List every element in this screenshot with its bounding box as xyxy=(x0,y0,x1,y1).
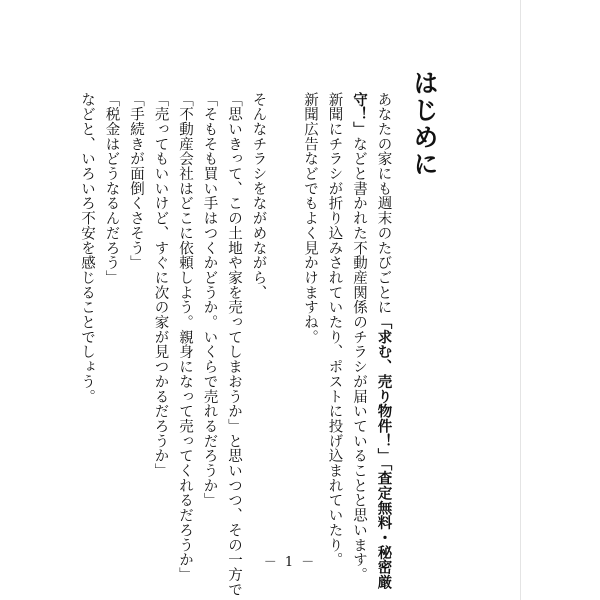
text-column xyxy=(202,92,217,508)
emphasized-text: 「求む、売り物件！」「査定無料・秘密厳 xyxy=(375,314,392,590)
text-segment: そんなチラシをながめながら、 xyxy=(250,92,267,300)
text-column xyxy=(376,92,391,590)
text-segment: 「そもそも買い手はつくかどうか。いくらで売れるだろうか」 xyxy=(201,92,218,508)
text-column xyxy=(178,92,193,582)
text-segment: などと、いろいろ不安を感じることでしょう。 xyxy=(79,92,95,404)
text-column xyxy=(352,92,367,582)
text-column xyxy=(153,92,168,478)
text-column xyxy=(327,92,342,567)
text-segment: あなたの家にも週末のたびごとに xyxy=(375,92,392,315)
text-column xyxy=(80,92,95,404)
text-segment: 「売ってもいいけど、すぐに次の家が見つかるだろうか」 xyxy=(152,92,169,479)
text-segment: 「思いきって、この土地や家を売ってしまおうか」と思いつつ、その一方で xyxy=(226,92,242,597)
emphasized-text: 守！」 xyxy=(351,92,367,137)
text-column xyxy=(303,92,318,344)
page-number: － 1 － xyxy=(263,555,317,570)
text-segment: 「税金はどうなるんだろう」 xyxy=(103,92,120,286)
text-column xyxy=(251,92,266,300)
chapter-title: はじめに xyxy=(410,70,439,178)
text-segment: 新聞にチラシが折り込みされていたり、ポストに投げ込まれていたり。 xyxy=(326,92,343,568)
text-column xyxy=(104,92,119,285)
text-segment: などと書かれた不動産関係のチラシが届いていることと思います。 xyxy=(351,136,367,583)
text-segment: 「手続きが面倒くさそう」 xyxy=(128,92,144,271)
text-column xyxy=(227,92,242,597)
text-column xyxy=(129,92,144,270)
page-edge-line xyxy=(520,0,521,600)
text-segment: 「不動産会社はどこに依頼しよう。親身になって売ってくれるだろうか」 xyxy=(177,92,193,583)
text-segment: 新聞広告などでもよく見かけますね。 xyxy=(302,92,318,345)
